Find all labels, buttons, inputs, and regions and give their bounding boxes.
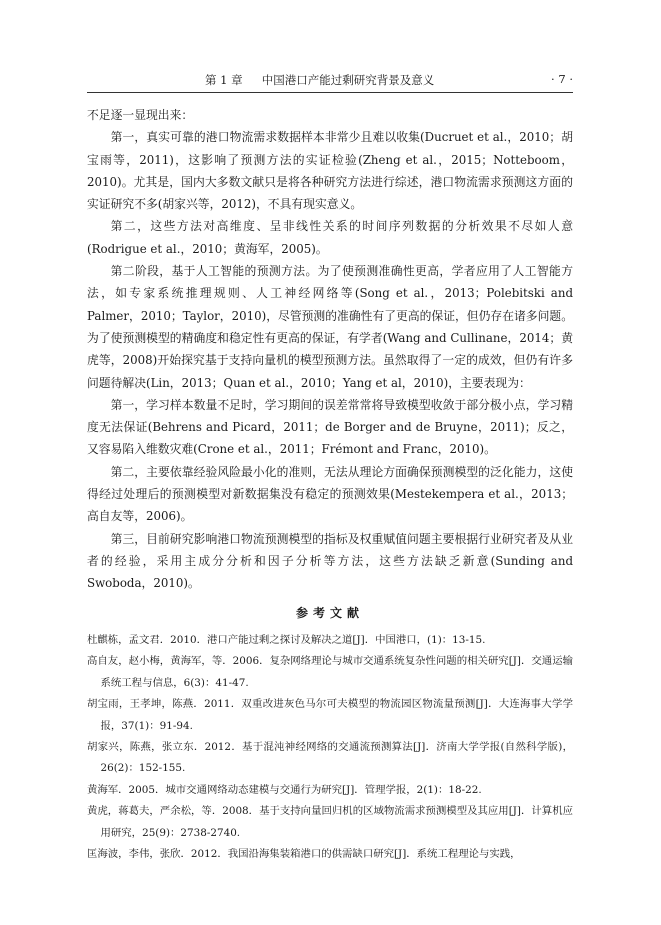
references-heading: 参考文献 xyxy=(295,606,364,620)
chapter-title: 中国港口产能过剩研究背景及意义 xyxy=(261,73,435,87)
paragraph: 第三，目前研究影响港口物流预测模型的指标及权重赋值问题主要根据行业研究者及从业者的经验，采用主成分分析和因子分析等方法，这些方法缺乏新意(Sunding and Swoboda，2010)。 xyxy=(87,531,573,591)
body-text xyxy=(87,104,573,595)
paragraph: 第二，主要依靠经验风险最小化的准则，无法从理论方面确保预测模型的泛化能力，这使得经过处理后的预测模型对新数据集没有稳定的预测效果(Mestekempera et al.，2013；高自友等，2006)。 xyxy=(87,464,573,524)
paragraph: 第一，学习样本数量不足时，学习期间的误差常常将导致模型收敛于部分极小点，学习精度无法保证(Behrens and Picard，2011；de Borger and de Bruyne，2011)；反之，又容易陷入维数灾难(Crone et al.，2011；Frémont and Franc，2010)。 xyxy=(87,397,573,457)
reference-item: 黄虎，蒋葛夫，严余松，等．2008．基于支持向量回归机的区域物流需求预测模型及其应用[J]．计算机应用研究，25(9)：2738-2740. xyxy=(87,805,573,839)
reference-item: 黄海军．2005．城市交通网络动态建模与交通行为研究[J]．管理学报，2(1)：18-22. xyxy=(87,783,482,796)
reference-item: 杜麒栋，孟文君．2010．港口产能过剩之探讨及解决之道[J]．中国港口，(1)：13-15. xyxy=(87,634,486,646)
paragraph: 第二，这些方法对高维度、呈非线性关系的时间序列数据的分析效果不尽如人意(Rodrigue et al.，2010；黄海军，2005)。 xyxy=(87,219,573,256)
paragraph: 不足逐一显现出来： xyxy=(87,108,194,122)
header-rule xyxy=(87,92,573,93)
reference-item: 高自友，赵小梅，黄海军，等．2006．复杂网络理论与城市交通系统复杂性问题的相关研究[J]．交通运输系统工程与信息，6(3)：41-47. xyxy=(87,655,573,689)
paragraph: 第二阶段，基于人工智能的预测方法。为了使预测准确性更高，学者应用了人工智能方法，如专家系统推理规则、人工神经网络等(Song et al.，2013；Polebitski and Palmer，2010；Taylor，2010)，尽管预测的准确性有了更高的保证，但仍存在诸多问题。为了使预测模型的精确度和稳定性有更高的保证，有学者(Wang and Cullinane，2014；黄虎等，2008)开始探究基于支持向量机的模型预测方法。虽然取得了一定的成效，但仍有许多问题待解决(Lin，2013；Quan et al.，2010；Yang et al，2010)，主要表现为： xyxy=(87,264,573,390)
page-number: · 7 · xyxy=(551,72,573,86)
reference-item: 胡家兴，陈燕，张立东．2012．基于混沌神经网络的交通流预测算法[J]．济南大学学报(自然科学版)，26(2)：152-155. xyxy=(87,741,573,775)
reference-item: 胡宝雨，王孝坤，陈燕．2011．双重改进灰色马尔可夫模型的物流园区物流量预测[J]．大连海事大学学报，37(1)：91-94. xyxy=(87,698,573,732)
reference-item: 匡海波，李伟，张欣．2012．我国沿海集装箱港口的供需缺口研究[J]．系统工程理论与实践， xyxy=(87,848,521,861)
chapter-number: 第 1 章 xyxy=(205,73,243,87)
references-list xyxy=(87,630,573,865)
paragraph: 第一，真实可靠的港口物流需求数据样本非常少且难以收集(Ducruet et al.，2010；胡宝雨等，2011)，这影响了预测方法的实证检验(Zheng et al.，2015；Notteboom，2010)。尤其是，国内大多数文献只是将各种研究方法进行综述，港口物流需求预测这方面的实证研究不多(胡家兴等，2012)，不具有现实意义。 xyxy=(87,130,573,212)
